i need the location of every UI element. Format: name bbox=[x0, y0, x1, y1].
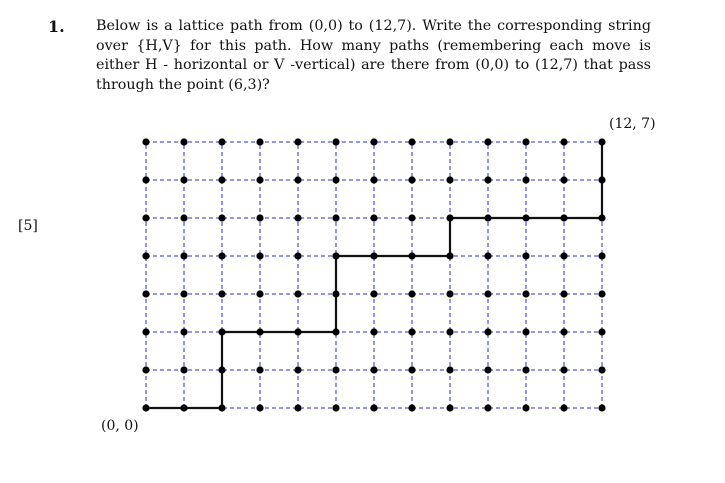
lattice-point bbox=[598, 366, 605, 373]
lattice-point bbox=[598, 214, 605, 221]
question-number: 1. bbox=[48, 17, 65, 36]
lattice-point bbox=[294, 328, 301, 335]
lattice-point bbox=[560, 138, 567, 145]
lattice-point bbox=[294, 366, 301, 373]
lattice-point bbox=[142, 290, 149, 297]
lattice-point bbox=[370, 404, 377, 411]
lattice-point bbox=[180, 404, 187, 411]
lattice-point bbox=[256, 214, 263, 221]
lattice-point bbox=[484, 138, 491, 145]
lattice-point bbox=[522, 176, 529, 183]
lattice-point bbox=[142, 328, 149, 335]
question-text: Below is a lattice path from (0,0) to (12,7). Write the corresponding string over {H,V} for this path. How many paths (remembering each move is either H - horizontal or V -vertical) are there from (0,0) to (12,7) that pass through the point (6,3)? bbox=[96, 18, 651, 93]
lattice-point bbox=[180, 138, 187, 145]
lattice-point bbox=[218, 404, 225, 411]
lattice-point bbox=[332, 214, 339, 221]
lattice-point bbox=[560, 252, 567, 259]
lattice-point bbox=[294, 252, 301, 259]
lattice-point bbox=[294, 138, 301, 145]
lattice-point bbox=[484, 252, 491, 259]
lattice-point bbox=[408, 138, 415, 145]
lattice-point bbox=[180, 366, 187, 373]
end-point-label: (12, 7) bbox=[609, 116, 656, 132]
lattice-point bbox=[180, 328, 187, 335]
lattice-point bbox=[256, 290, 263, 297]
lattice-point bbox=[294, 176, 301, 183]
lattice-point bbox=[522, 366, 529, 373]
lattice-point bbox=[180, 176, 187, 183]
lattice-point bbox=[522, 214, 529, 221]
lattice-point bbox=[142, 366, 149, 373]
lattice-point bbox=[332, 366, 339, 373]
lattice-point bbox=[256, 366, 263, 373]
lattice-point bbox=[560, 214, 567, 221]
lattice-point bbox=[256, 328, 263, 335]
lattice-point bbox=[180, 252, 187, 259]
lattice-point bbox=[446, 138, 453, 145]
lattice-point bbox=[256, 138, 263, 145]
lattice-point bbox=[560, 176, 567, 183]
start-point-label: (0, 0) bbox=[101, 418, 139, 434]
lattice-point bbox=[408, 214, 415, 221]
lattice-point bbox=[294, 290, 301, 297]
lattice-point bbox=[598, 176, 605, 183]
lattice-point bbox=[408, 366, 415, 373]
lattice-point bbox=[142, 252, 149, 259]
lattice-point bbox=[484, 290, 491, 297]
lattice-point bbox=[370, 328, 377, 335]
lattice-point bbox=[370, 366, 377, 373]
lattice-point bbox=[446, 252, 453, 259]
lattice-point bbox=[484, 404, 491, 411]
lattice-point bbox=[408, 328, 415, 335]
lattice-point bbox=[408, 176, 415, 183]
lattice-point bbox=[408, 404, 415, 411]
lattice-point bbox=[598, 290, 605, 297]
marks-label: [5] bbox=[18, 218, 38, 234]
lattice-point bbox=[256, 176, 263, 183]
lattice-point bbox=[370, 290, 377, 297]
lattice-point bbox=[218, 328, 225, 335]
lattice-point bbox=[484, 366, 491, 373]
lattice-point bbox=[598, 404, 605, 411]
lattice-point bbox=[142, 214, 149, 221]
lattice-point bbox=[294, 404, 301, 411]
lattice-point bbox=[332, 404, 339, 411]
lattice-point bbox=[332, 252, 339, 259]
lattice-point bbox=[370, 252, 377, 259]
lattice-point bbox=[408, 290, 415, 297]
lattice-point bbox=[142, 138, 149, 145]
lattice-point bbox=[446, 404, 453, 411]
lattice-point bbox=[218, 252, 225, 259]
lattice-point bbox=[332, 328, 339, 335]
lattice-point bbox=[484, 328, 491, 335]
lattice-point bbox=[218, 138, 225, 145]
lattice-point bbox=[180, 214, 187, 221]
lattice-point bbox=[598, 252, 605, 259]
lattice-point bbox=[180, 290, 187, 297]
lattice-point bbox=[598, 138, 605, 145]
lattice-point bbox=[332, 290, 339, 297]
lattice-point bbox=[256, 404, 263, 411]
lattice-point bbox=[332, 138, 339, 145]
lattice-point bbox=[294, 214, 301, 221]
lattice-point bbox=[370, 138, 377, 145]
lattice-point bbox=[218, 290, 225, 297]
lattice-point bbox=[484, 214, 491, 221]
lattice-point bbox=[446, 214, 453, 221]
lattice-point bbox=[446, 176, 453, 183]
lattice-point bbox=[256, 252, 263, 259]
lattice-point bbox=[370, 176, 377, 183]
lattice-point bbox=[522, 404, 529, 411]
lattice-point bbox=[142, 404, 149, 411]
lattice-point bbox=[218, 176, 225, 183]
lattice-point bbox=[408, 252, 415, 259]
lattice-point bbox=[598, 328, 605, 335]
lattice-point bbox=[522, 328, 529, 335]
lattice-point bbox=[560, 328, 567, 335]
lattice-point bbox=[218, 214, 225, 221]
lattice-point bbox=[560, 290, 567, 297]
lattice-point bbox=[446, 328, 453, 335]
lattice-point bbox=[522, 290, 529, 297]
lattice-point bbox=[142, 176, 149, 183]
lattice-point bbox=[522, 138, 529, 145]
lattice-point bbox=[522, 252, 529, 259]
lattice-point bbox=[370, 214, 377, 221]
lattice-point bbox=[218, 366, 225, 373]
lattice-point bbox=[446, 366, 453, 373]
lattice-point bbox=[560, 404, 567, 411]
lattice-point bbox=[560, 366, 567, 373]
lattice-point bbox=[446, 290, 453, 297]
lattice-point bbox=[332, 176, 339, 183]
lattice-point bbox=[484, 176, 491, 183]
